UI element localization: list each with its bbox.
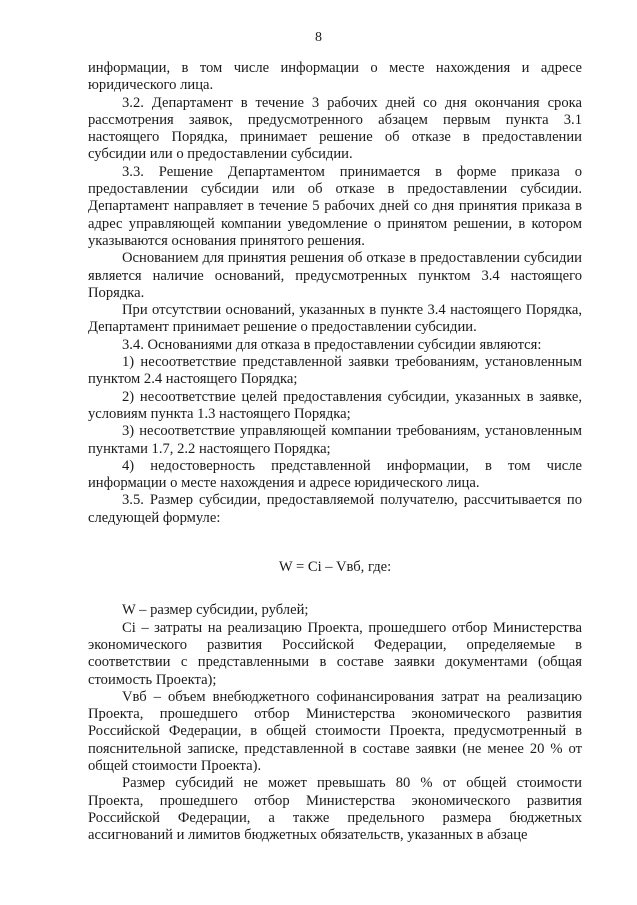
paragraph-3-5: 3.5. Размер субсидии, предоставляемой получателю, рассчитывается по следующей формуле: [88,492,582,526]
list-item-3: 3) несоответствие управляющей компании требованиям, установленным пунктами 1.7, 2.2 настоящего Порядка; [88,423,582,457]
formula: W = Ci – Vвб, где: [278,559,392,576]
definition-w: W – размер субсидии, рублей; [122,602,309,619]
list-item-1: 1) несоответствие представленной заявки требованиям, установленным пунктом 2.4 настоящего Порядка; [88,354,582,388]
paragraph-3-2: 3.2. Департамент в течение 3 рабочих дней со дня окончания срока рассмотрения заявок, предусмотренного абзацем первым пункта 3.1 настоящего Порядка, принимает решение об отказе в предоставлении субсидии или о предоставлении субсидии. [88,94,582,163]
paragraph-continuation: информации, в том числе информации о месте нахождения и адресе юридического лица. [88,60,582,94]
list-item-2: 2) несоответствие целей предоставления субсидии, указанных в заявке, условиям пункта 1.3 настоящего Порядка; [88,388,582,422]
page-number: 8 [315,30,322,45]
document-body [88,60,582,844]
definition-vvb: Vвб – объем внебюджетного софинансирования затрат на реализацию Проекта, прошедшего отбор Министерства экономического развития Российской Федерации, в общей стоимости Проекта, предусмотренный в пояснительной записке, представленной в составе заявки (не менее 20 % от общей стоимости Проекта). [88,688,582,774]
paragraph-3-3: 3.3. Решение Департаментом принимается в форме приказа о предоставлении субсидии или об отказе в предоставлении субсидии. Департамент направляет в течение 5 рабочих дней со дня принятия приказа в адрес управляющей компании уведомление о принятом решении, в котором указываются основания принятого решения. [88,163,582,249]
paragraph-3-4: 3.4. Основаниями для отказа в предоставлении субсидии являются: [122,336,542,353]
paragraph-refusal-basis: Основанием для принятия решения об отказе в предоставлении субсидии является наличие оснований, предусмотренных пунктом 3.4 настоящего Порядка. [88,250,582,301]
list-item-4: 4) недостоверность представленной информации, в том числе информации о месте нахождения и адресе юридического лица. [88,457,582,492]
paragraph-subsidy-limit: Размер субсидий не может превышать 80 % от общей стоимости Проекта, прошедшего отбор Министерства экономического развития Российской Федерации, а также предельного размера бюджетных ассигнований и лимитов бюджетных обязательств, указанных в абзаце [88,775,582,844]
paragraph-grant-decision: При отсутствии оснований, указанных в пункте 3.4 настоящего Порядка, Департамент принимает решение о предоставлении субсидии. [88,302,582,336]
definition-ci: Ci – затраты на реализацию Проекта, прошедшего отбор Министерства экономического развития Российской Федерации, определяемые в соответствии с представленными в составе заявки документами (общая стоимость Проекта); [88,619,582,688]
